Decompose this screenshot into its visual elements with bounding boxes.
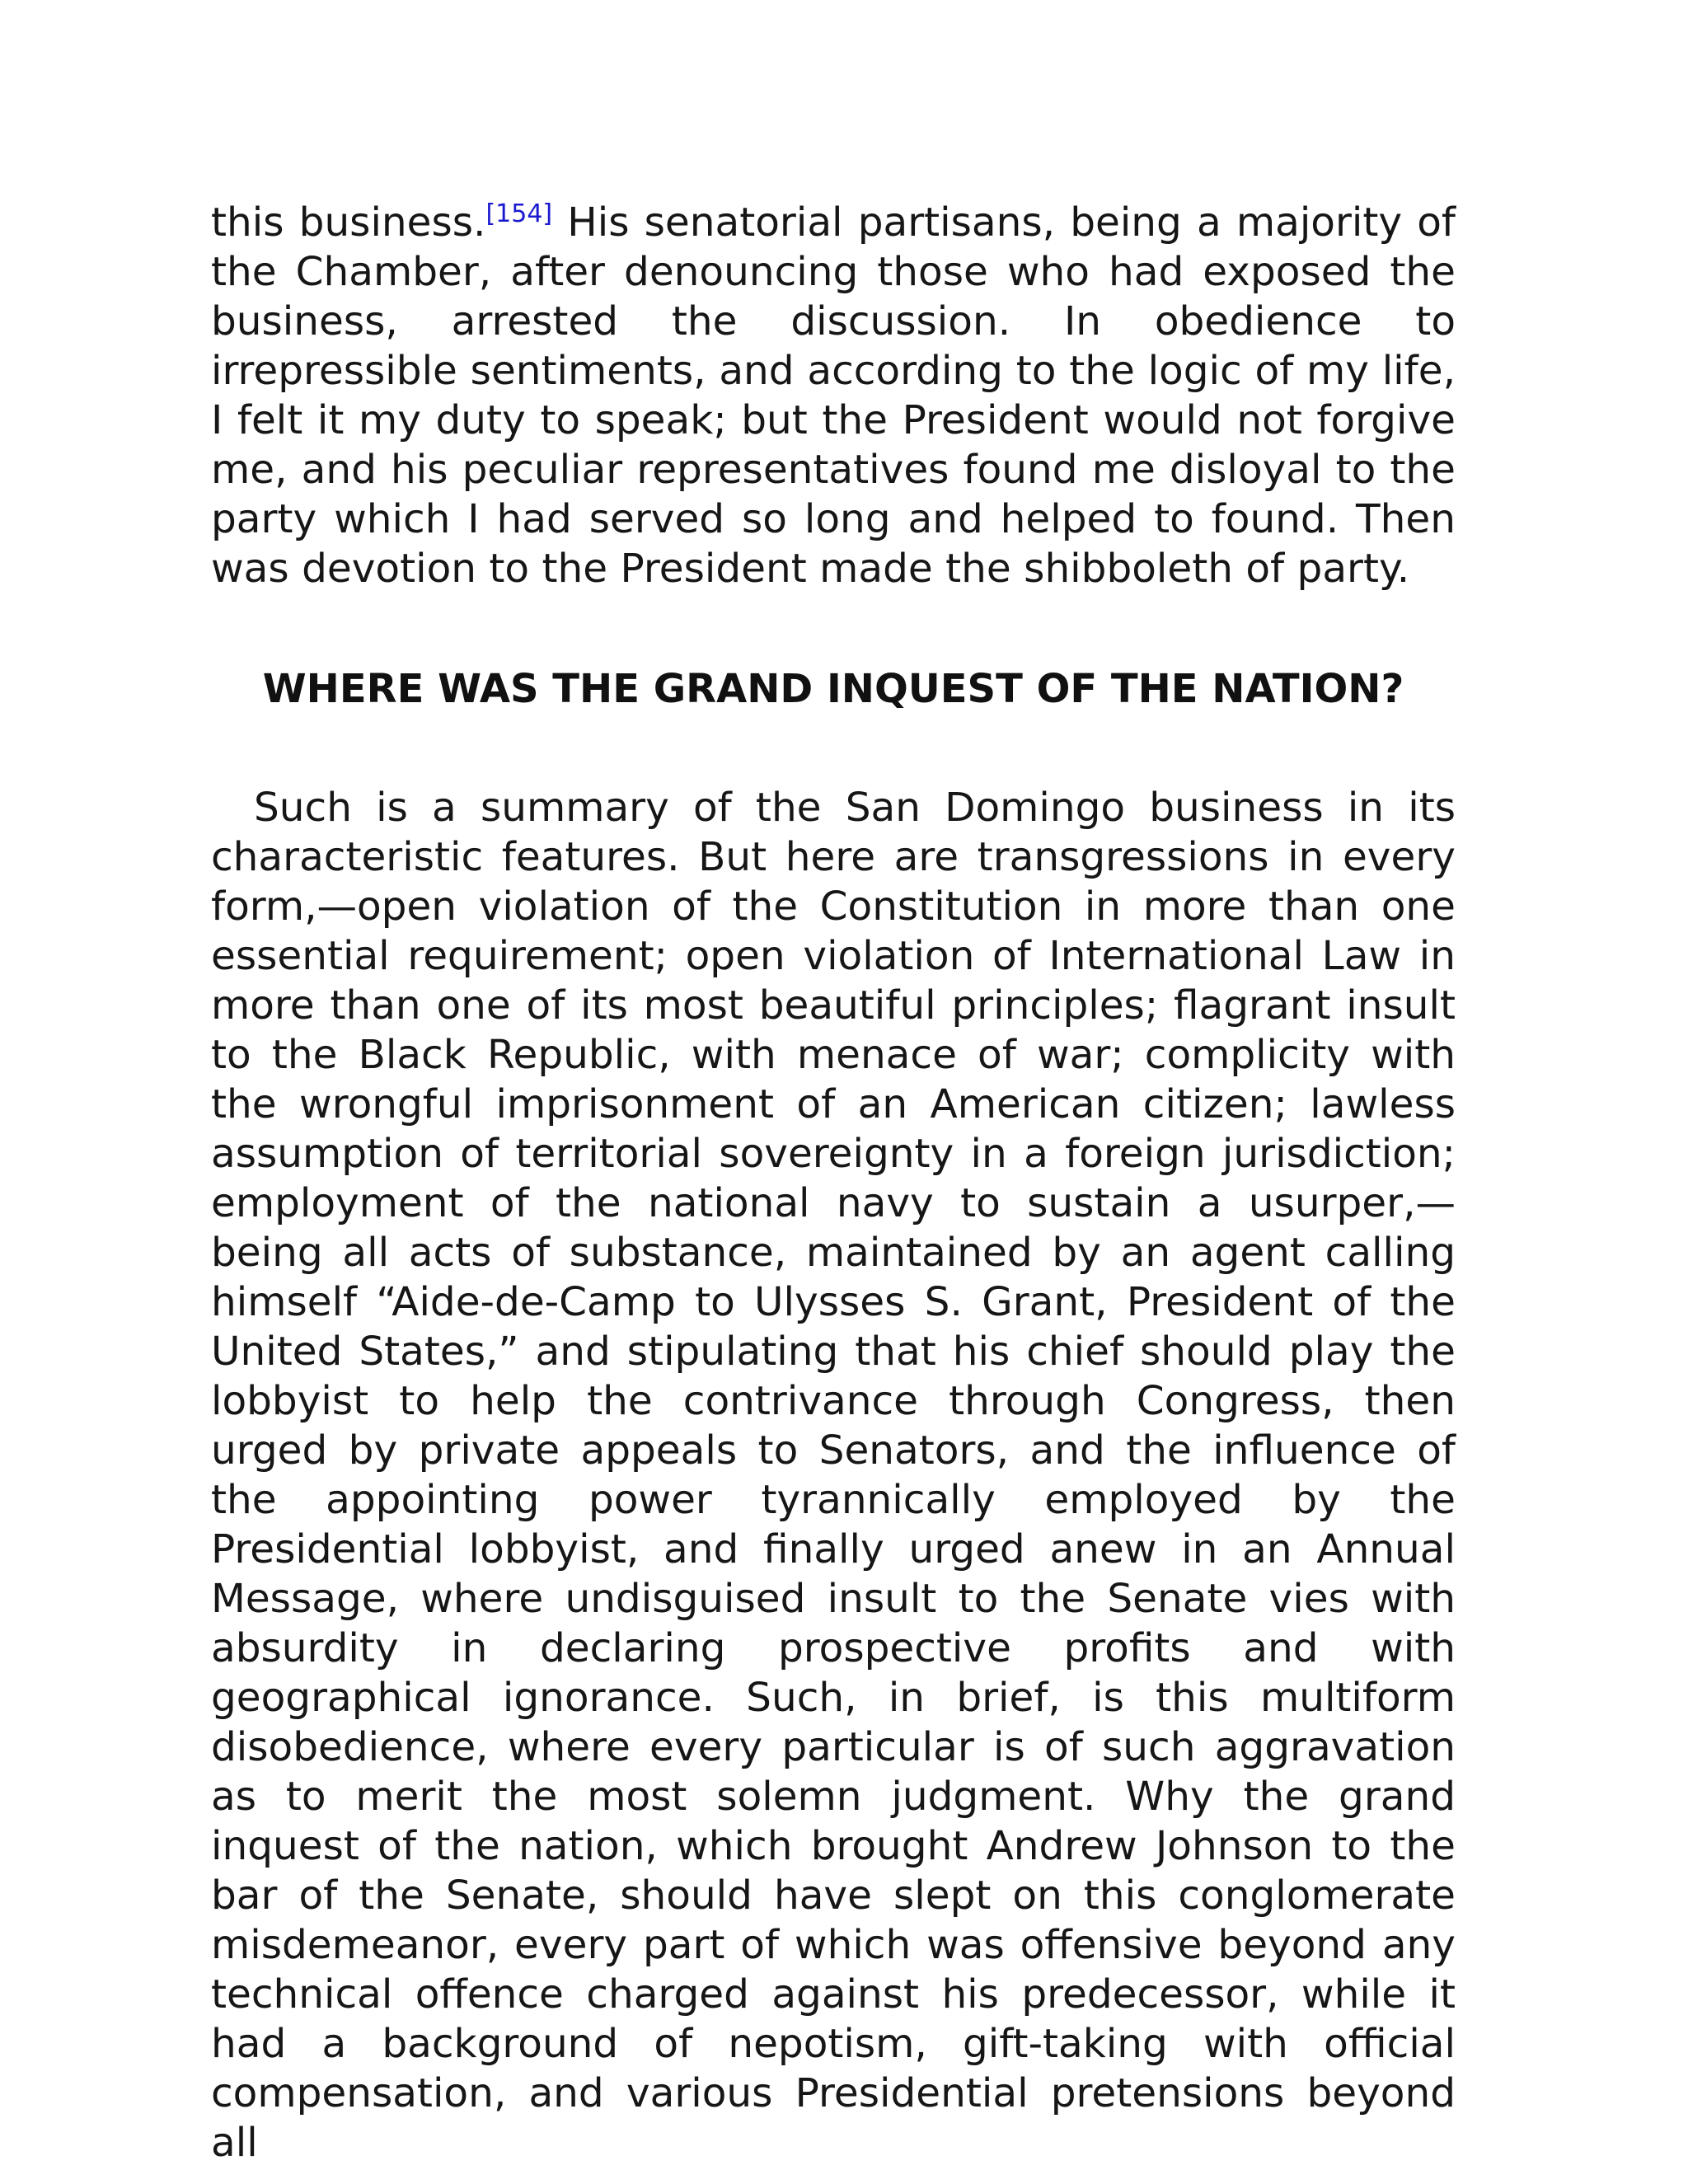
footnote-link[interactable]: [154]	[485, 199, 553, 228]
section-heading: WHERE WAS THE GRAND INQUEST OF THE NATION?	[262, 666, 1404, 712]
paragraph-body: Such is a summary of the San Domingo business in its characteristic features. But here are transgressions in every form,—open violation of the Constitution in more than one essential requirement; open violation of International Law in more than one of its most beautiful principles; flagrant insult to the Black Republic, with menace of war; complicity with the wrongful imprisonment of an American citizen; lawless assumption of territorial sovereignty in a foreign jurisdiction; employment of the national navy to sustain a usurper,—being all acts of substance, maintained by an agent calling himself “Aide-de-Camp to Ulysses S. Grant, President of the United States,” and stipulating that his chief should play the lobbyist to help the contrivance through Congress, then urged by private appeals to Senators, and the influence of the appointing power tyrannically employed by the Presidential lobbyist, and finally urged anew in an Annual Message, where undisguised insult to the Senate vies with absurdity in declaring prospective profits and with geographical ignorance. Such, in brief, is this multiform disobedience, where every particular is of such aggravation as to merit the most solemn judgment. Why the grand inquest of the nation, which brought Andrew Johnson to the bar of the Senate, should have slept on this conglomerate misdemeanor, every part of which was offensive beyond any technical offence charged against his predecessor, while it had a background of nepotism, gift-taking with official compensation, and various Presidential pretensions beyond all	[211, 785, 1456, 2166]
paragraph-rest: His senatorial partisans, being a majority of the Chamber, after denouncing those who had exposed the business, arrested the discussion. In obedience to irrepressible sentiments, and according to the logic of my life, I felt it my duty to speak; but the President would not forgive me, and his peculiar representatives found me disloyal to the party which I had served so long and helped to found. Then was devotion to the President made the shibboleth of party.	[211, 199, 1456, 592]
document-page	[211, 198, 1456, 2168]
paragraph-lead: this business.	[211, 199, 486, 246]
paragraph-continuation	[211, 198, 1456, 593]
